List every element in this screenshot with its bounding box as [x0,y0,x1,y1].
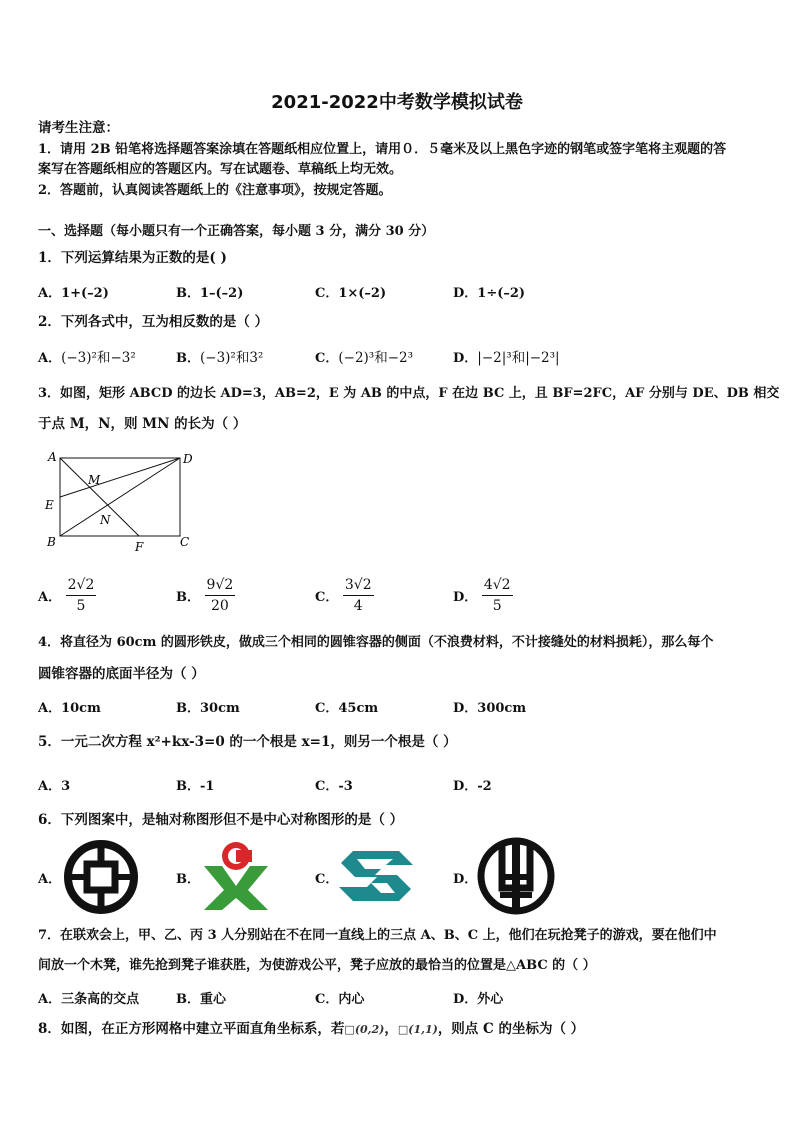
q7-option-c: C．内心 [315,992,365,1007]
q6-option-d-label: D． [453,872,478,887]
q4-option-c: C．45cm [315,701,379,716]
q7-option-d: D．外心 [453,992,504,1007]
q6-option-b-logo [198,838,274,912]
q7-option-b: B．重心 [176,992,226,1007]
q4-stem-line-1: 4．将直径为 60cm 的圆形铁皮，做成三个相同的圆锥容器的侧面（不浪费材料，不计接缝处的材料损耗），那么每个 [38,635,714,650]
q6-option-c-logo [337,845,415,907]
q1-stem: 1．下列运算结果为正数的是( ) [38,250,227,266]
segment-bd [60,458,180,536]
section-heading: 一、选择题（每小题只有一个正确答案，每小题 3 分，满分 30 分） [38,224,435,239]
q3-option-c: C． $\frac{3√2}{4}$ [315,577,372,614]
q4-option-b: B．30cm [176,701,240,716]
q2-option-c: C．(−2)³和−2³ [315,350,414,366]
q5-option-a: A．3 [38,779,71,794]
label-n: N [100,513,111,527]
q6-option-d-logo [476,836,556,916]
label-a: A [48,450,57,464]
label-e: E [45,498,54,512]
q8-stem: 8．如图，在正方形网格中建立平面直角坐标系，若□(0,2)，□(1,1)，则点 C 的坐标为（ ） [38,1021,585,1037]
q5-option-b: B．-1 [176,779,215,794]
q3-stem-line-2: 于点 M，N，则 MN 的长为（ ） [38,416,247,432]
label-c: C [180,535,190,549]
q1-option-c: C．1×(–2) [315,286,387,301]
label-f: F [135,540,144,554]
q6-stem: 6．下列图案中，是轴对称图形但不是中心对称图形的是（ ） [38,812,404,828]
q7-stem-line-1: 7．在联欢会上，甲、乙、丙 3 人分别站在不在同一直线上的三点 A、B、C 上，他们在玩抢凳子的游戏，要在他们中 [38,928,717,943]
notice-heading: 请考生注意： [38,120,119,136]
q3-option-d: D． $\frac{4√2}{5}$ [453,577,511,614]
q5-option-c: C．-3 [315,779,353,794]
q2-option-d: D．|−2|³和|−2³| [453,350,560,366]
q3-stem-line-1: 3．如图，矩形 ABCD 的边长 AD=3，AB=2，E 为 AB 的中点，F 在边 BC 上，且 BF=2FC，AF 分别与 DE、DB 相交 [38,386,780,401]
q2-option-b: B．(−3)²和3² [176,350,264,366]
q2-option-a: A．(−3)²和−3² [38,350,136,366]
q5-option-d: D．-2 [453,779,492,794]
q1-option-a: A．1+(–2) [38,286,109,301]
q4-option-a: A．10cm [38,701,101,716]
q1-option-b: B．1–(–2) [176,286,244,301]
q4-stem-line-2: 圆锥容器的底面半径为（ ） [38,666,205,682]
q3-option-b: B． $\frac{9√2}{20}$ [176,577,234,614]
notice-line-1b: 案写在答题纸相应的答题区内。写在试题卷、草稿纸上均无效。 [38,162,403,177]
segment-ed [60,458,180,497]
notice-line-2: 2．答题前，认真阅读答题纸上的《注意事项》，按规定答题。 [38,183,392,198]
notice-line-1: 1．请用 2B 铅笔将选择题答案涂填在答题纸相应位置上，请用０．５毫米及以上黑色字迹的钢笔或签字笔将主观题的答 [38,142,727,157]
q6-option-c-label: C． [315,872,339,887]
q6-option-a-label: A． [38,872,62,887]
label-d: D [183,452,193,466]
q5-stem: 5．一元二次方程 x²+kx-3=0 的一个根是 x=1，则另一个根是（ ） [38,734,457,750]
label-m: M [88,473,101,487]
q4-option-d: D．300cm [453,701,527,716]
q7-stem-line-2: 间放一个木凳，谁先抢到凳子谁获胜，为使游戏公平，凳子应放的最恰当的位置是△ABC 的（ ） [38,958,596,973]
q3-rectangle-figure [40,445,210,555]
q6-option-b-label: B． [176,872,200,887]
label-b: B [47,535,56,549]
q3-option-a: A． $\frac{2√2}{5}$ [38,577,95,614]
q1-option-d: D．1÷(–2) [453,286,526,301]
q7-option-a: A．三条高的交点 [38,992,140,1007]
q2-stem: 2．下列各式中，互为相反数的是（ ） [38,314,269,330]
page-title: 2021-2022中考数学模拟试卷 [271,92,523,113]
q6-option-a-logo [63,838,139,916]
